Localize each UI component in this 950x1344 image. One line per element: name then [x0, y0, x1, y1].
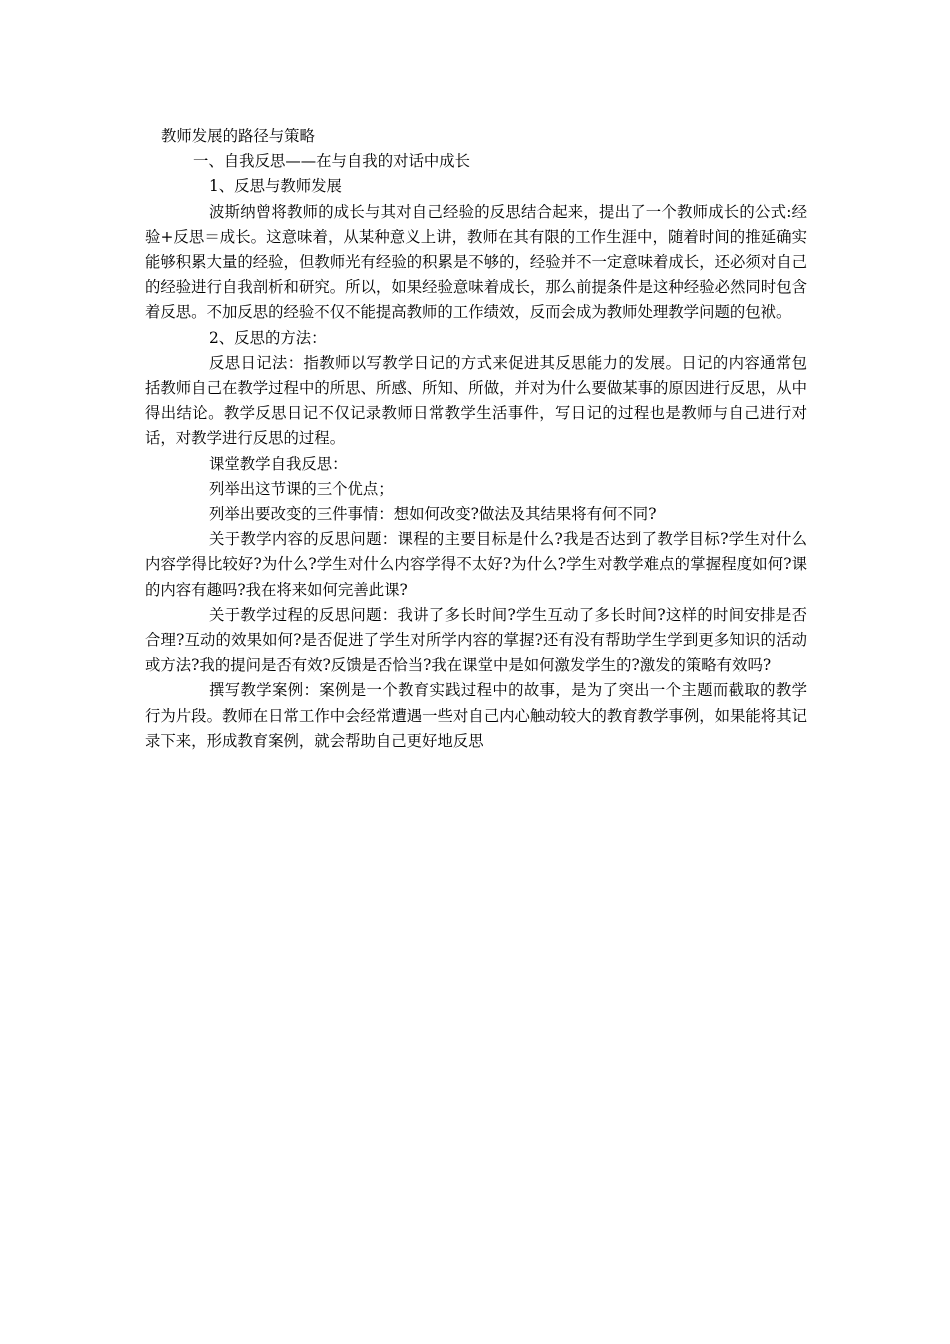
paragraph-three-strengths: 列举出这节课的三个优点；: [209, 479, 394, 498]
paragraph-reflection-diary: 反思日记法：指教师以写教学日记的方式来促进其反思能力的发展。日记的内容通常包括教师自己在教学过程中的所思、所感、所知、所做，并对为什么要做某事的原因进行反思，从中得出结论。教学反思日记不仅记录教师日常教学生活事件，写日记的过程也是教师与自己进行对话，对教学进行反思的过程。: [145, 353, 807, 448]
paragraph-process-reflection-questions: 关于教学过程的反思问题：我讲了多长时间?学生互动了多长时间?这样的时间安排是否合理?互动的效果如何?是否促进了学生对所学内容的掌握?还有没有帮助学生学到更多知识的活动或方法?我的提问是否有效?反馈是否恰当?我在课堂中是如何激发学生的?激发的策略有效吗?: [145, 605, 807, 675]
paragraph-three-changes: 列举出要改变的三件事情：想如何改变?做法及其结果将有何不同?: [209, 505, 657, 524]
subsection-heading-reflection-and-development: 1、反思与教师发展: [209, 177, 342, 196]
subsection-heading-reflection-methods: 2、反思的方法：: [209, 328, 327, 347]
paragraph-posner-formula: 波斯纳曾将教师的成长与其对自己经验的反思结合起来，提出了一个教师成长的公式:经验+反思＝成长。这意味着，从某种意义上讲，教师在其有限的工作生涯中，随着时间的推延确实能够积累大量的经验，但教师光有经验的积累是不够的，经验并不一定意味着成长，还必须对自己的经验进行自我剖析和研究。所以，如果经验意味着成长，那么前提条件是这种经验必然同时包含着反思。不加反思的经验不仅不能提高教师的工作绩效，反而会成为教师处理教学问题的包袱。: [145, 202, 807, 322]
document-body: [145, 124, 807, 754]
paragraph-teaching-case-writing: 撰写教学案例：案例是一个教育实践过程中的故事，是为了突出一个主题而截取的教学行为片段。教师在日常工作中会经常遭遇一些对自己内心触动较大的教育教学事例，如果能将其记录下来，形成教育案例，就会帮助自己更好地反思: [145, 681, 807, 750]
section-heading-self-reflection: 一、自我反思——在与自我的对话中成长: [193, 152, 471, 171]
paragraph-classroom-self-reflection: 课堂教学自我反思：: [209, 454, 348, 473]
paragraph-content-reflection-questions: 关于教学内容的反思问题：课程的主要目标是什么?我是否达到了教学目标?学生对什么内容学得比较好?为什么?学生对什么内容学得不太好?为什么?学生对教学难点的掌握程度如何?课的内容有趣吗?我在将来如何完善此课?: [145, 530, 807, 599]
document-title: 教师发展的路径与策略: [161, 127, 315, 145]
